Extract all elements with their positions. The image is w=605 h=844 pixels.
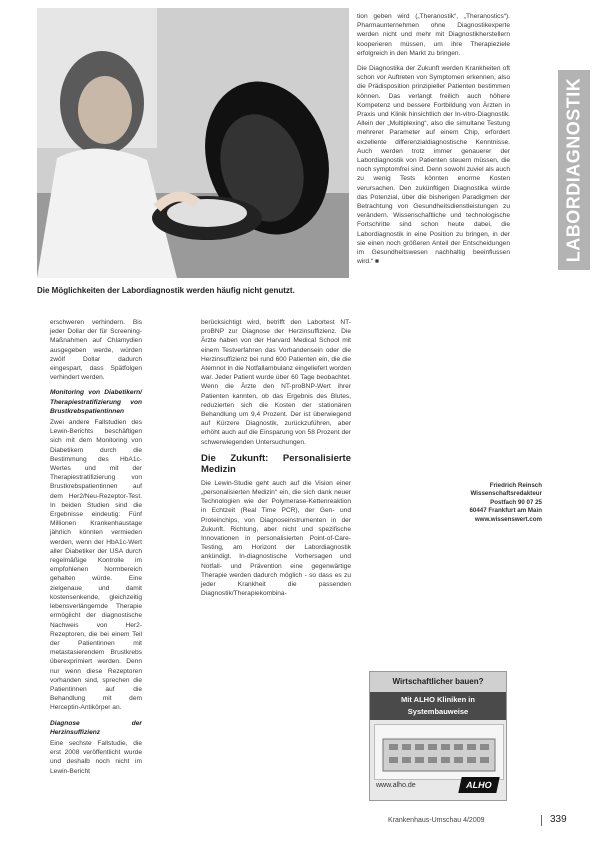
body-paragraph: berücksichtigt wird, betrifft den Labortest NT-proBNP zur Diagnose der Herzinsuffizienz. Die Ärzte haben von der Harvard Medical School mit einem Testverfahren das Vorhandensein oder die Herzinsuffizienz bei rund 600 Patienten ein, die die Atemnot in die Notfallambulanz eingeliefert worden war. Jeder Patient wurde über 60 Tage beobachtet. Wenn die Ärzte den NT-proBNP-Wert ihrer Patienten kannten, ob das Ergebnis des Blutes, reduzierten sich die Kosten der stationären Behandlung um 9,4 Prozent. Der ist überwiegend auf Kürzere Diagnostik, zurückzuführen, aber erhöht auch auf die Einsparung von 58 Prozent der schwerwiegenden Untersuchungen.: [201, 319, 351, 446]
body-paragraph: tion geben wird („Theranostik“, „Theranostics“). Pharmaunternehmen ohne Diagnostikexperte werden nicht und mehr mit Diagnostikherstellern kooperieren müssen, um ihre Therapieziele erfolgreich in den Markt zu bringen.: [357, 13, 510, 57]
author-postbox: Postfach 90 07 25: [490, 498, 542, 506]
building-image: [374, 724, 504, 780]
author-city: 60447 Frankfurt am Main: [469, 507, 542, 515]
section-side-label: LABORDIAGNOSTIK: [563, 77, 584, 263]
page-number: 339: [550, 814, 567, 825]
article-column-2: [201, 318, 351, 604]
author-name: Friedrich Reinsch: [489, 482, 542, 489]
lab-photo: [37, 8, 349, 278]
photo-caption: Die Möglichkeiten der Labordiagnostik werden häufig nicht genutzt.: [37, 286, 295, 295]
lab-photo-illustration: [37, 8, 349, 278]
footer-divider: [541, 815, 542, 826]
ad-url[interactable]: www.alho.de: [376, 782, 416, 789]
body-paragraph: Die Diagnostika der Zukunft werden Krankheiten oft schon vor Auftreten von Symptomen erkennen, also die Prädisposition prinzipieller Patienten bestimmen können. Das verlangt freilich auch höhere Kompetenz und bessere Fortbildung von Ärzten in Praxis und Klinik hinsichtlich der In-vitro-Diagnostik. Allein der „Multiplexing“, also die simultane Testung mehrerer Parameter auf einem Chip, erfordert exzellente differenzialdiagnostische Kenntnisse. Auch werden trotz immer genauerer der Labordiagnostik von Patienten steuern müssen, die noch symptomfrei sind. Denn sowohl zuviel als auch zu wenig Tests könnten enorme Kosten verursachen. Den zukünftigen Diagnostika würde das Potenzial, über die bisherigen Paradigmen der Betrachtung von Gesundheitsdienstleistungen zu verändern. Wissenschaftliche und technologische Fortschritte sind schon heute dabei, die Labordiagnostik in eine Position zu bringen, in der sie einen noch größeren Anteil der Entscheidungen im Gesundheitswesen nachhaltig beeinflussen wird.“ ■: [357, 65, 510, 266]
article-column-1: [50, 318, 142, 782]
section-side-tab: [558, 70, 590, 270]
advertisement[interactable]: [369, 671, 507, 801]
alho-logo: ALHO: [458, 777, 499, 793]
author-block: [440, 482, 542, 524]
section-subheading: Monitoring von Diabetikern/ Therapiestratifizierung von Brustkrebspatientinnen: [50, 389, 142, 415]
footer-issue: Krankenhaus-Umschau 4/2009: [388, 817, 485, 824]
section-subheading: Diagnose der Herzinsuffizienz: [50, 719, 142, 736]
ad-headline: Wirtschaftlicher bauen?: [370, 672, 506, 692]
section-heading: Die Zukunft: Personalisierte Medizin: [201, 452, 351, 475]
author-role: Wissenschaftsredakteur: [470, 490, 542, 498]
article-column-3: [357, 12, 510, 272]
building-icon: [375, 725, 503, 779]
body-paragraph: erschweren verhindern. Bis jeder Dollar der für Screening-Maßnahmen auf Chlamydien ausgegeben werde, würden zwölf Dollar dadurch eingespart, dass Spätfolgen verhindert werden.: [50, 319, 142, 382]
body-paragraph: Eine sechste Fallstudie, die erst 2008 veröffentlicht wurde und deshalb noch nicht im Lewin-Bericht: [50, 739, 142, 775]
body-paragraph: Zwei andere Fallstudien des Lewin-Berichts beschäftigen sich mit dem Monitoring von Diabetikern durch die Bestimmung des HbA1c-Wertes und mit der Therapiestratifizierung von Brustkrebspatientinnen auf dem Her2/Neu-Rezeptor-Test. In beiden Studien sind die Ergebnisse eindeutig: Fünf Millionen Krankenhaustage jährlich könnten vermieden werden, wenn der HbA1c-Wert aller Diabetiker der USA durch regelmäßige Kontrolle im empfohlenen Normbereich gehalten würde. Eine zielgenaue und damit kostensenkende, gleichzeitig lebensverlängernde Therapie ermöglicht der diagnostische Nachweis von Her2-Rezeptoren, die bei einem Teil der Patientinnen mit metastasierendem Brustkrebs überexprimiert werden. Denn nur wenn diese Rezeptoren vorhanden sind, sprechen die Patientinnen auf die Behandlung mit dem Herceptin-Antikörper an.: [50, 419, 142, 712]
body-paragraph: Die Lewin-Studie geht auch auf die Vision einer „personalisierten Medizin“ ein, die sich dank neuer Technologien wie der Polymerase-Kettenreaktion in Echtzeit (Real Time PCR), der Gen- und Proteinchips, von Diagnoseinstrumenten in der Zukunft. Richtung, aber nicht und spezifische Innovationen in personalisierten Point-of-Care-Testing, am Horizont der Labordiagnostik ankündigt. In-diagnostische Vorhersagen und Notfall- und Prävention eine gegenwärtige Therapie werden dadurch möglich - so dass es zu jeder Krankheit die passenden Diagnostik/Therapiekombina-: [201, 479, 351, 598]
ad-subheadline: Mit ALHO Kliniken in Systembauweise: [370, 692, 506, 720]
author-website[interactable]: www.wissenswert.com: [474, 515, 542, 523]
